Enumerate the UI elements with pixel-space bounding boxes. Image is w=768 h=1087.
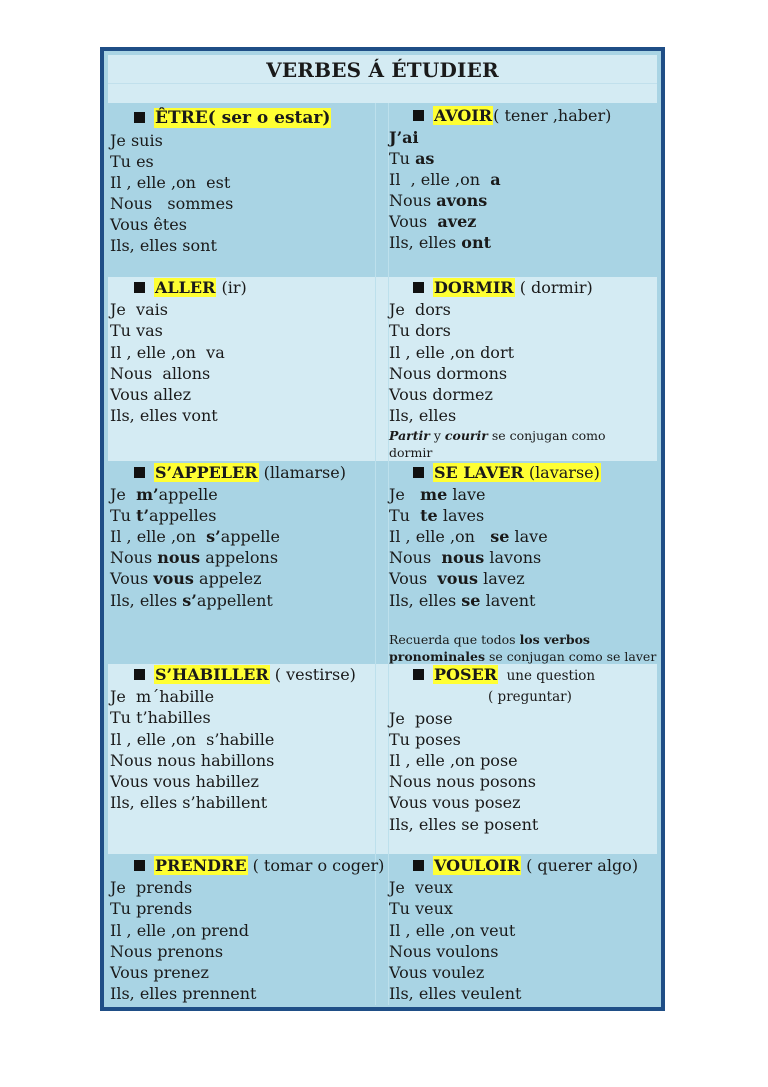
conj-line: Tu t’habilles bbox=[110, 708, 211, 727]
verb-gloss-vouloir: ( querer algo) bbox=[521, 856, 639, 875]
conj-line: Nous nous lavons bbox=[389, 548, 542, 567]
conj-line: Nous allons bbox=[110, 364, 211, 383]
bullet-icon bbox=[413, 110, 424, 121]
conj-line: Vous allez bbox=[110, 385, 191, 404]
bullet-icon bbox=[134, 112, 145, 123]
verb-gloss-aller: (ir) bbox=[216, 278, 247, 297]
conj-line: Il , elle ,on s’habille bbox=[110, 730, 275, 749]
conj-line: Ils, elles ont bbox=[389, 233, 491, 252]
conj-line: Nous nous habillons bbox=[110, 751, 275, 770]
conj-line: Ils, elles prennent bbox=[110, 984, 257, 1003]
verb-gloss-poser: une question bbox=[498, 668, 596, 684]
verb-name-dormir: DORMIR bbox=[434, 278, 514, 297]
conj-line: Il , elle ,on est bbox=[110, 173, 231, 192]
verb-heading-vouloir bbox=[413, 855, 638, 877]
conj-line: Tu prends bbox=[110, 899, 193, 918]
conj-line: Nous prenons bbox=[110, 942, 224, 961]
verb-heading-shabiller bbox=[134, 664, 356, 686]
verb-heading-prendre bbox=[134, 855, 384, 877]
verb-name-aller: ALLER bbox=[155, 278, 216, 297]
conj-line: Je veux bbox=[389, 878, 453, 897]
conj-line: Je suis bbox=[110, 131, 163, 150]
conj-line: Vous avez bbox=[389, 212, 477, 231]
conj-line: Je prends bbox=[110, 878, 193, 897]
conj-line: Je vais bbox=[110, 300, 168, 319]
conj-line: Il , elle ,on prend bbox=[110, 921, 249, 940]
bullet-icon bbox=[134, 669, 145, 680]
conj-line: Tu dors bbox=[389, 321, 451, 340]
verb-name-selaver: SE LAVER (lavarse) bbox=[434, 463, 600, 482]
verb-name-prendre: PRENDRE bbox=[155, 856, 247, 875]
verb-name-vouloir: VOULOIR bbox=[434, 856, 520, 875]
verb-name-shabiller: S’HABILLER bbox=[155, 665, 269, 684]
selaver-note: Recuerda que todos los verbos bbox=[389, 632, 590, 647]
conj-line: J’ai bbox=[389, 128, 419, 147]
conj-line: Ils, elles se lavent bbox=[389, 591, 536, 610]
verb-name-poser: POSER bbox=[434, 665, 498, 684]
conj-line: Tu t’appelles bbox=[110, 506, 217, 525]
conj-line: Ils, elles veulent bbox=[389, 984, 522, 1003]
verb-gloss-shabiller: ( vestirse) bbox=[269, 665, 356, 684]
conj-line: Ils, elles se posent bbox=[389, 815, 539, 834]
verb-gloss-sappeler: (llamarse) bbox=[258, 463, 346, 482]
conj-line: Il , elle ,on pose bbox=[389, 751, 518, 770]
conj-line: Ils, elles bbox=[389, 406, 457, 425]
conj-line: Nous nous appelons bbox=[110, 548, 279, 567]
verb-name-avoir: AVOIR bbox=[434, 106, 493, 125]
page-title: VERBES Á ÉTUDIER bbox=[266, 58, 499, 82]
conj-line: Nous nous posons bbox=[389, 772, 537, 791]
conj-line: Nous sommes bbox=[110, 194, 234, 213]
conj-line: Vous vous appelez bbox=[110, 569, 262, 588]
conj-line: Tu te laves bbox=[389, 506, 485, 525]
bullet-icon bbox=[134, 467, 145, 478]
conj-line: Je dors bbox=[389, 300, 451, 319]
verb-heading-dormir bbox=[413, 277, 593, 299]
conj-line: Ils, elles sont bbox=[110, 236, 217, 255]
conj-line: Ils, elles s’appellent bbox=[110, 591, 273, 610]
title-divider bbox=[108, 83, 657, 84]
conj-line: Ils, elles s’habillent bbox=[110, 793, 268, 812]
conj-line: Vous prenez bbox=[110, 963, 209, 982]
conj-line: Tu as bbox=[389, 149, 435, 168]
bullet-icon bbox=[413, 282, 424, 293]
verb-gloss2-poser: ( preguntar) bbox=[488, 689, 572, 705]
conj-line: Vous êtes bbox=[110, 215, 187, 234]
bullet-icon bbox=[413, 860, 424, 871]
conj-line: Tu es bbox=[110, 152, 154, 171]
conj-line: Vous dormez bbox=[389, 385, 493, 404]
conj-line: Vous voulez bbox=[389, 963, 485, 982]
verb-heading-avoir bbox=[413, 105, 611, 127]
bullet-icon bbox=[413, 467, 424, 478]
conj-line: Il , elle ,on s’appelle bbox=[110, 527, 280, 546]
conj-line: Nous avons bbox=[389, 191, 488, 210]
conj-line: Vous vous posez bbox=[389, 793, 521, 812]
verb-gloss-prendre: ( tomar o coger) bbox=[247, 856, 385, 875]
dormir-note: Partir y courir se conjugan como bbox=[389, 428, 606, 443]
verb-name-etre: ÊTRE( ser o estar) bbox=[155, 108, 331, 128]
dormir-note-line2: dormir bbox=[389, 445, 433, 460]
conj-line: Vous vous habillez bbox=[110, 772, 259, 791]
conj-line: Ils, elles vont bbox=[110, 406, 218, 425]
conj-line: Il , elle ,on va bbox=[110, 343, 225, 362]
bullet-icon bbox=[413, 669, 424, 680]
conj-line: Je m’appelle bbox=[110, 485, 218, 504]
selaver-note-line2: pronominales se conjugan como se laver bbox=[389, 649, 657, 664]
conj-line: Nous dormons bbox=[389, 364, 508, 383]
verb-heading-selaver bbox=[413, 462, 601, 484]
conj-line: Tu veux bbox=[389, 899, 453, 918]
conj-line: Je pose bbox=[389, 709, 453, 728]
verb-heading-etre bbox=[134, 107, 331, 129]
conj-line: Tu poses bbox=[389, 730, 461, 749]
verb-heading-sappeler bbox=[134, 462, 346, 484]
verb-gloss-avoir: ( tener ,haber) bbox=[493, 106, 612, 125]
verb-gloss-dormir: ( dormir) bbox=[514, 278, 593, 297]
verb-heading-poser bbox=[413, 664, 595, 687]
verb-name-sappeler: S’APPELER bbox=[155, 463, 258, 482]
conj-line: Nous voulons bbox=[389, 942, 499, 961]
verb-heading-aller bbox=[134, 277, 247, 299]
bullet-icon bbox=[134, 860, 145, 871]
conj-line: Tu vas bbox=[110, 321, 163, 340]
conj-line: Il , elle ,on veut bbox=[389, 921, 516, 940]
conj-line: Vous vous lavez bbox=[389, 569, 525, 588]
bullet-icon bbox=[134, 282, 145, 293]
conj-line: Il , elle ,on dort bbox=[389, 343, 515, 362]
conj-line: Il , elle ,on se lave bbox=[389, 527, 548, 546]
conj-line: Il , elle ,on a bbox=[389, 170, 501, 189]
conj-line: Je me lave bbox=[389, 485, 486, 504]
conj-line: Je m´habille bbox=[110, 687, 215, 706]
